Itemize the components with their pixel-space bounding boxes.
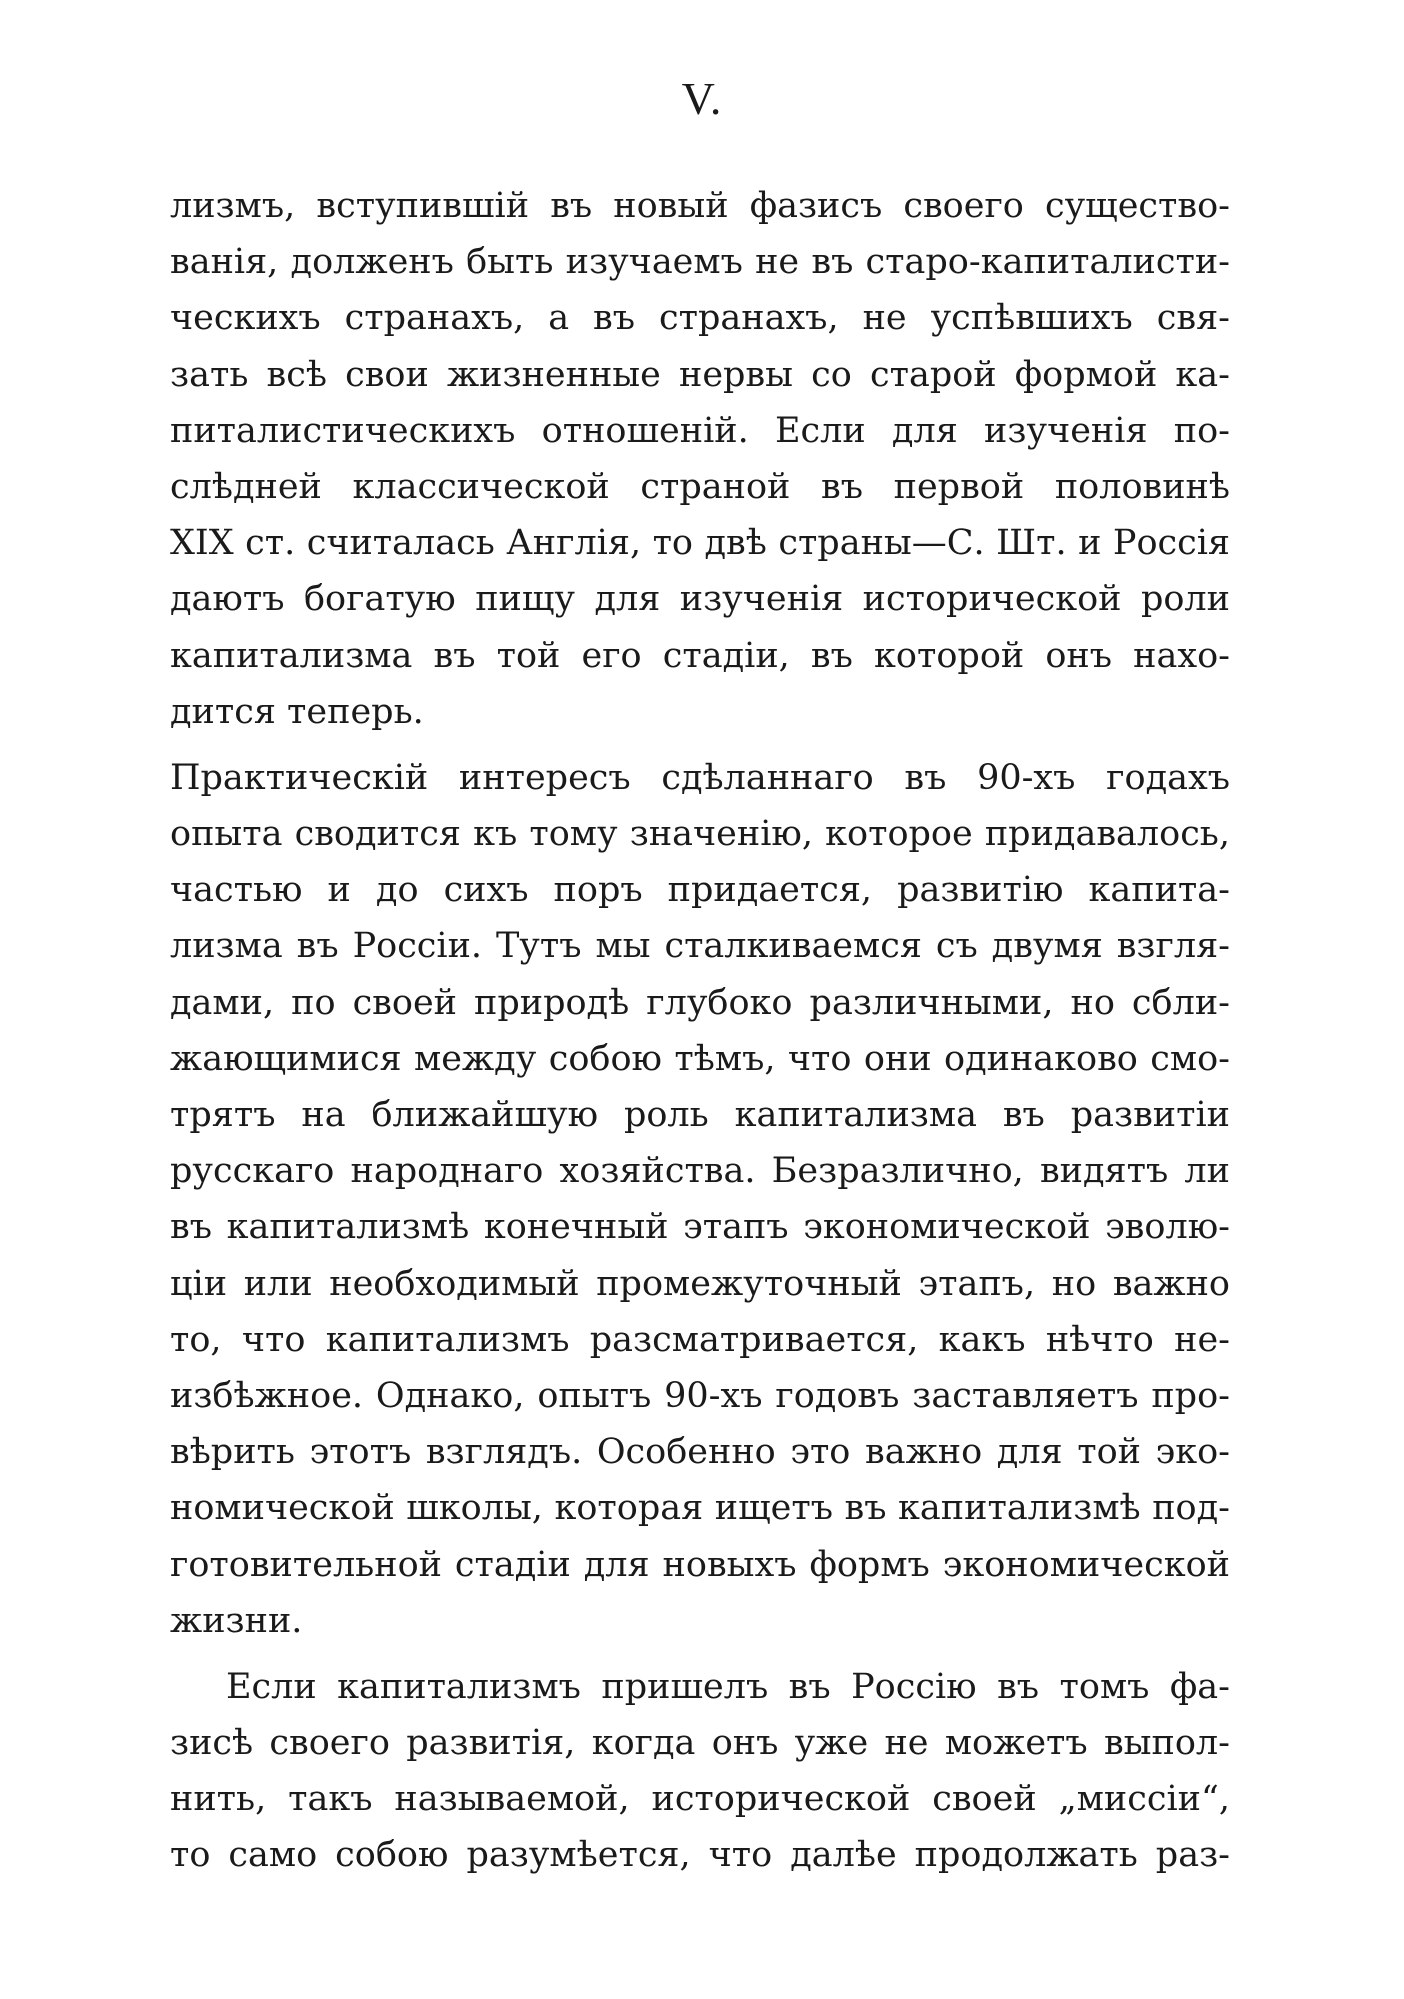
text-line: зисѣ своего развитія, когда онъ уже не можетъ выпол- — [170, 1723, 1230, 1764]
text-line: слѣдней классической страной въ первой половинѣ — [170, 466, 1230, 507]
paragraph-2 — [170, 750, 1230, 1649]
text-line: XIX ст. считалась Англія, то двѣ страны—С. Шт. и Россія — [170, 523, 1230, 564]
text-line: лизма въ Россіи. Тутъ мы сталкиваемся съ двумя взгля- — [170, 926, 1230, 967]
text-line: капитализма въ той его стадіи, въ которой онъ нахо- — [170, 635, 1230, 676]
text-line: русскаго народнаго хозяйства. Безразлично, видятъ ли — [170, 1151, 1230, 1192]
text-line: опыта сводится къ тому значенію, которое придавалось, — [170, 814, 1230, 855]
text-line: дится теперь. — [170, 691, 424, 732]
text-line: готовительной стадіи для новыхъ формъ экономической — [170, 1544, 1230, 1585]
text-line: зать всѣ свои жизненные нервы со старой формой ка- — [170, 354, 1230, 395]
text-line: то, что капитализмъ разсматривается, какъ нѣчто не- — [170, 1319, 1230, 1360]
text-line: жающимися между собою тѣмъ, что они одинаково смо- — [170, 1038, 1230, 1079]
text-line: трятъ на ближайшую роль капитализма въ развитіи — [170, 1095, 1230, 1135]
text-line: въ капитализмѣ конечный этапъ экономической эволю- — [170, 1207, 1230, 1248]
text-line: то само собою разумѣется, что далѣе продолжать раз- — [170, 1835, 1230, 1876]
text-line: даютъ богатую пищу для изученія исторической роли — [170, 579, 1230, 620]
paragraph-1 — [170, 178, 1230, 740]
text-line: нить, такъ называемой, исторической своей „миссіи“, — [170, 1779, 1230, 1820]
text-line: частью и до сихъ поръ придается, развитію капита- — [170, 870, 1230, 911]
text-line: Практическій интересъ сдѣланнаго въ 90-хъ годахъ — [170, 757, 1230, 798]
text-line: ванія, долженъ быть изучаемъ не въ старо-капиталисти- — [170, 242, 1230, 283]
paragraph-gap — [170, 740, 1230, 750]
text-line: лизмъ, вступившій въ новый фазисъ своего существо- — [170, 186, 1230, 226]
text-line: ціи или необходимый промежуточный этапъ, но важно — [170, 1263, 1230, 1304]
text-line: избѣжное. Однако, опытъ 90-хъ годовъ заставляетъ про- — [170, 1375, 1230, 1416]
text-line: жизни. — [170, 1600, 303, 1641]
text-line: номической школы, которая ищетъ въ капитализмѣ под- — [170, 1488, 1230, 1529]
text-line: дами, по своей природѣ глубоко различными, но сбли- — [170, 982, 1230, 1023]
text-line: ческихъ странахъ, а въ странахъ, не успѣвшихъ свя- — [170, 298, 1230, 339]
text-line: Если капитализмъ пришелъ въ Россію въ томъ фа- — [226, 1666, 1230, 1707]
paragraph-gap — [170, 1649, 1230, 1659]
body-text — [170, 178, 1230, 1884]
text-line: вѣрить этотъ взглядъ. Особенно это важно для той эко- — [170, 1432, 1230, 1473]
text-line: питалистическихъ отношеній. Если для изученія по- — [170, 410, 1230, 451]
paragraph-3 — [170, 1659, 1230, 1884]
page-number: V. — [681, 73, 723, 124]
